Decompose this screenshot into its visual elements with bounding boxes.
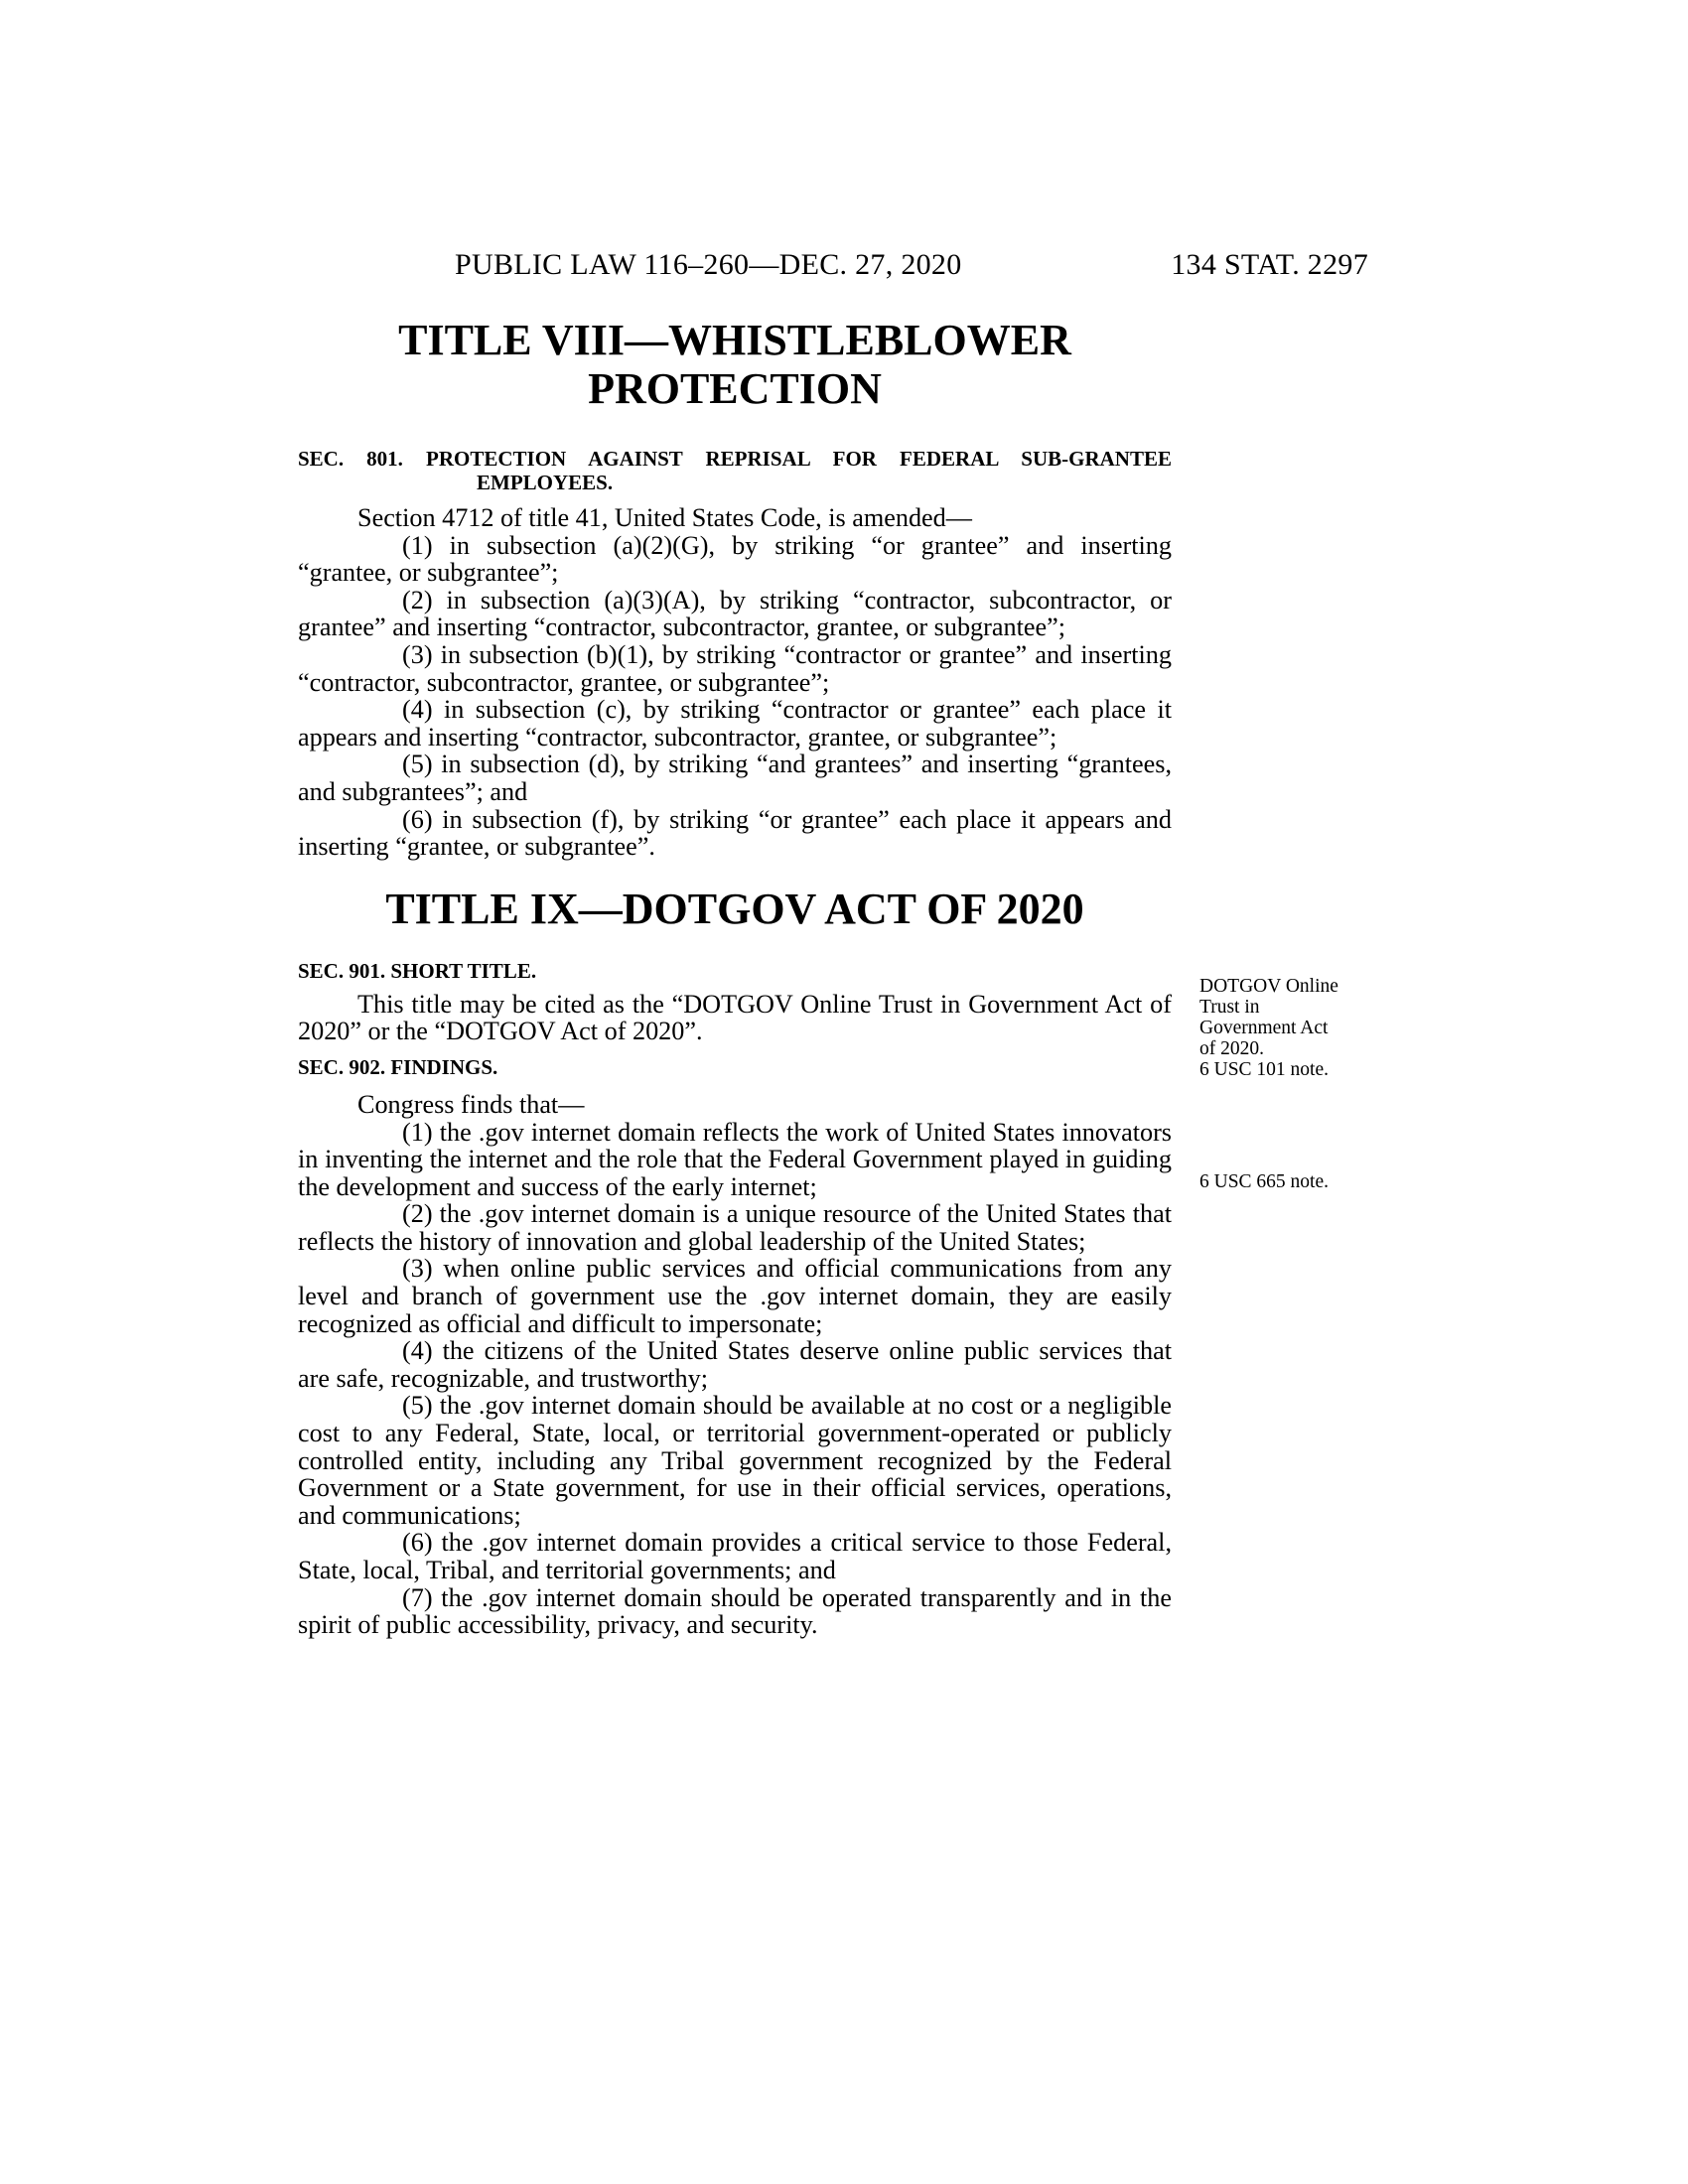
- sec-902-item: (7) the .gov internet domain should be operated transparently and in the spirit of public accessibility, privacy, and security.: [298, 1582, 1172, 1640]
- margin-note-line: 6 USC 101 note.: [1199, 1059, 1330, 1080]
- margin-note-dotgov-act: [1199, 976, 1378, 1080]
- title-viii-heading: [298, 316, 1172, 413]
- sec-902-item: (6) the .gov internet domain provides a critical service to those Federal, State, local, Tribal, and territorial governments; and: [298, 1528, 1172, 1584]
- margin-note-line: Government Act: [1199, 1018, 1329, 1038]
- title-ix-heading: TITLE IX—DOTGOV ACT OF 2020: [385, 884, 1084, 933]
- sec-902-item: (4) the citizens of the United States deserve online public services that are safe, recognizable, and trustworthy;: [298, 1336, 1172, 1393]
- main-text: [298, 316, 1172, 1639]
- sec-901-text: This title may be cited as the “DOTGOV Online Trust in Government Act of 2020” or the “DOTGOV Act of 2020”.: [298, 989, 1172, 1046]
- statute-page-number: 134 STAT. 2297: [1171, 248, 1368, 281]
- sec-801-item: (2) in subsection (a)(3)(A), by striking “contractor, subcontractor, or grantee” and inserting “contractor, subcontractor, grantee, or subgrantee”;: [298, 585, 1172, 642]
- sec-801-item: (5) in subsection (d), by striking “and grantees” and inserting “grantees, and subgrantees”; and: [298, 750, 1172, 806]
- sec-801-item: (4) in subsection (c), by striking “contractor or grantee” each place it appears and inserting “contractor, subcontractor, grantee, or subgrantee”;: [298, 695, 1172, 751]
- margin-note-line: DOTGOV Online: [1199, 976, 1338, 997]
- title-viii-heading-line2: PROTECTION: [588, 364, 882, 413]
- public-law-citation: PUBLIC LAW 116–260—DEC. 27, 2020: [455, 248, 962, 281]
- sec-902-item: (2) the .gov internet domain is a unique resource of the United States that reflects the history of innovation and global leadership of the United States;: [298, 1199, 1172, 1256]
- sec-801-item: (3) in subsection (b)(1), by striking “contractor or grantee” and inserting “contractor, subcontractor, grantee, or subgrantee”;: [298, 639, 1172, 697]
- sec-902-intro: Congress finds that—: [357, 1089, 585, 1119]
- sec-801-item: (6) in subsection (f), by striking “or grantee” each place it appears and inserting “grantee, or subgrantee”.: [298, 804, 1172, 862]
- sec-902-item: (5) the .gov internet domain should be available at no cost or a negligible cost to any Federal, State, local, or territorial government-operated or publicly controlled entity, including any Tribal government recognized by the Federal Government or a State government, for use in their official services, operations, and communications;: [298, 1391, 1172, 1530]
- margin-note-line: of 2020.: [1199, 1038, 1264, 1059]
- margin-note-line: Trust in: [1199, 997, 1260, 1018]
- page-header: [455, 248, 1368, 288]
- sec-901-heading: SEC. 901. SHORT TITLE.: [298, 958, 537, 983]
- sec-902-item: (1) the .gov internet domain reflects the work of United States innovators in inventing the internet and the role that the Federal Government played in guiding the development and success of the early internet;: [298, 1117, 1172, 1201]
- title-viii-heading-line1: TITLE VIII—WHISTLEBLOWER: [398, 316, 1071, 364]
- sec-801-heading: SEC. 801. PROTECTION AGAINST REPRISAL FOR FEDERAL SUB-GRANTEE EMPLOYEES.: [298, 447, 1172, 494]
- sec-801-item: (1) in subsection (a)(2)(G), by striking “or grantee” and inserting “grantee, or subgrantee”;: [298, 530, 1172, 588]
- margin-note-findings: [1199, 1171, 1378, 1192]
- sec-801-intro: Section 4712 of title 41, United States Code, is amended—: [357, 503, 972, 532]
- margin-note-line: 6 USC 665 note.: [1199, 1171, 1330, 1192]
- sec-902-item: (3) when online public services and official communications from any level and branch of government use the .gov internet domain, they are easily recognized as official and difficult to impersonate;: [298, 1254, 1172, 1338]
- sec-902-heading: SEC. 902. FINDINGS.: [298, 1054, 498, 1079]
